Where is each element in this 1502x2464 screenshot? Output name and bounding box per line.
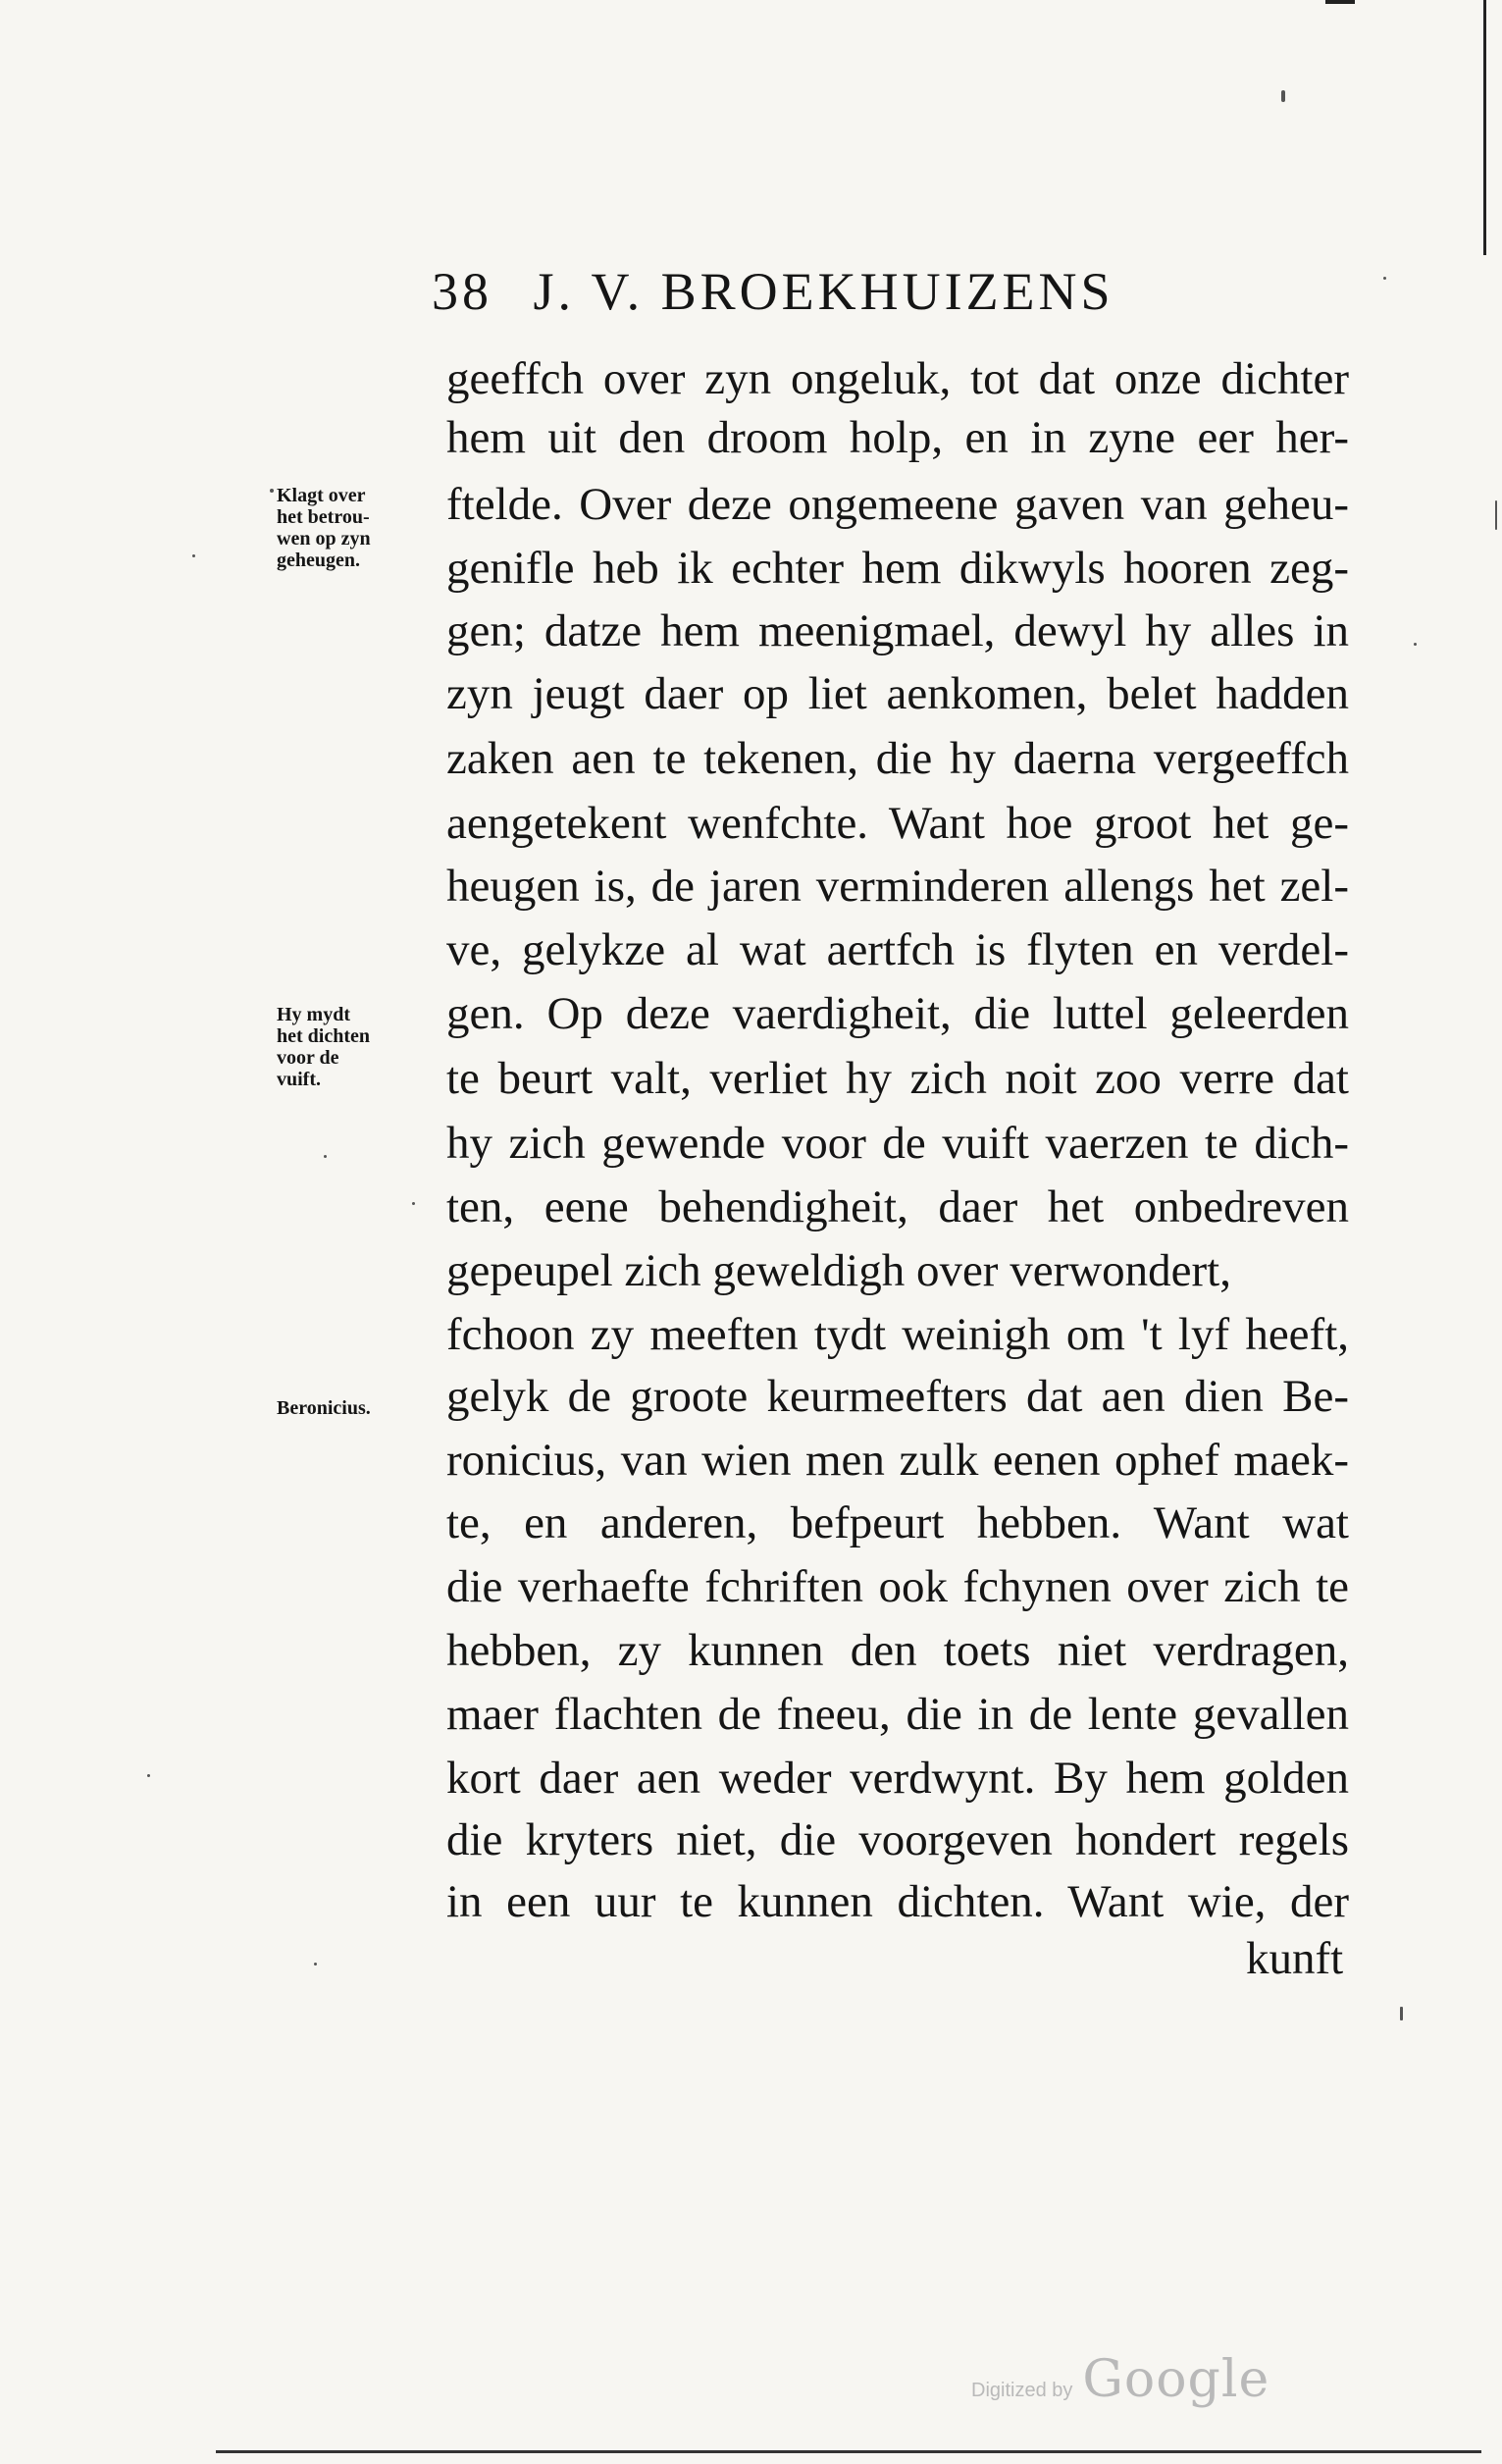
speck — [324, 1155, 327, 1158]
margin-note-beronicius — [277, 1397, 424, 1419]
google-logo: Google — [1082, 2350, 1270, 2409]
margin-note-line: wen op zyn — [277, 528, 371, 550]
margin-note-memory — [277, 485, 424, 571]
text-line: aengetekent wenfchte. Want hoe groot het ge- — [446, 798, 1349, 849]
speck — [314, 1963, 317, 1966]
text-line: gen; datze hem meenigmael, dewyl hy alles in — [446, 605, 1349, 656]
running-title: J. V. BROEKHUIZENS — [533, 262, 1114, 321]
margin-note-line: Hy mydt — [277, 1004, 350, 1025]
speck — [192, 554, 195, 557]
catchword: kunft — [1246, 1933, 1344, 1984]
text-line: kort daer aen weder verdwynt. By hem golden — [446, 1753, 1349, 1804]
text-line: die verhaefte fchriften ook fchynen over zich te — [446, 1561, 1349, 1612]
margin-note-line: voor de — [277, 1047, 339, 1069]
margin-note-line: Klagt over — [277, 485, 366, 506]
text-line: zyn jeugt daer op liet aenkomen, belet hadden — [446, 668, 1349, 719]
margin-note-line: Beronicius. — [277, 1397, 371, 1419]
top-right-edge-mark — [1325, 0, 1355, 4]
margin-note-line: vuift. — [277, 1069, 321, 1090]
text-line: die kryters niet, die voorgeven hondert regels — [446, 1814, 1349, 1865]
running-head — [432, 261, 1315, 330]
text-line: te, en anderen, befpeurt hebben. Want wat — [446, 1497, 1349, 1548]
right-edge-line — [1483, 0, 1486, 255]
text-line: ronicius, van wien men zulk eenen ophef maek- — [446, 1435, 1349, 1486]
speck — [412, 1202, 415, 1205]
text-line: te beurt valt, verliet hy zich noit zoo verre dat — [446, 1053, 1349, 1104]
text-line: heugen is, de jaren verminderen allengs het zel- — [446, 861, 1349, 912]
margin-note-line: het betrou- — [277, 506, 370, 528]
text-line: ten, eene behendigheit, daer het onbedreven — [446, 1181, 1349, 1232]
margin-note-line: het dichten — [277, 1025, 370, 1047]
watermark-prefix: Digitized by — [971, 2380, 1073, 2401]
digitized-watermark — [971, 2350, 1269, 2409]
speck — [1414, 643, 1417, 646]
text-line: hy zich gewende voor de vuift vaerzen te dich- — [446, 1118, 1349, 1169]
text-line: zaken aen te tekenen, die hy daerna vergeeffch — [446, 733, 1349, 784]
speck — [270, 489, 274, 493]
text-line: hebben, zy kunnen den toets niet verdragen, — [446, 1625, 1349, 1676]
speck — [1495, 500, 1497, 530]
text-line: in een uur te kunnen dichten. Want wie, der — [446, 1876, 1349, 1927]
speck — [147, 1774, 150, 1777]
margin-note-line: geheugen. — [277, 550, 360, 571]
margin-note-improvising — [277, 1004, 424, 1090]
text-line: genifle heb ik echter hem dikwyls hooren zeg- — [446, 543, 1349, 594]
text-line: maer flachten de fneeu, die in de lente gevallen — [446, 1689, 1349, 1740]
text-line: ftelde. Over deze ongemeene gaven van geheu- — [446, 479, 1349, 530]
text-line: ve, gelykze al wat aertfch is flyten en verdel- — [446, 924, 1349, 975]
text-line: gen. Op deze vaerdigheit, die luttel geleerden — [446, 988, 1349, 1039]
text-line: gelyk de groote keurmeefters dat aen dien Be- — [446, 1371, 1349, 1422]
bottom-scan-edge — [216, 2450, 1481, 2453]
page-number: 38 — [432, 262, 492, 321]
text-line: geeffch over zyn ongeluk, tot dat onze dichter — [446, 353, 1349, 404]
text-line: hem uit den droom holp, en in zyne eer her- — [446, 412, 1349, 463]
text-line: fchoon zy meeften tydt weinigh om 't lyf heeft, — [446, 1309, 1349, 1360]
speck — [1400, 2007, 1403, 2020]
speck — [1383, 277, 1386, 280]
speck — [1281, 90, 1285, 102]
text-line: gepeupel zich geweldigh over verwondert, — [446, 1245, 1231, 1296]
